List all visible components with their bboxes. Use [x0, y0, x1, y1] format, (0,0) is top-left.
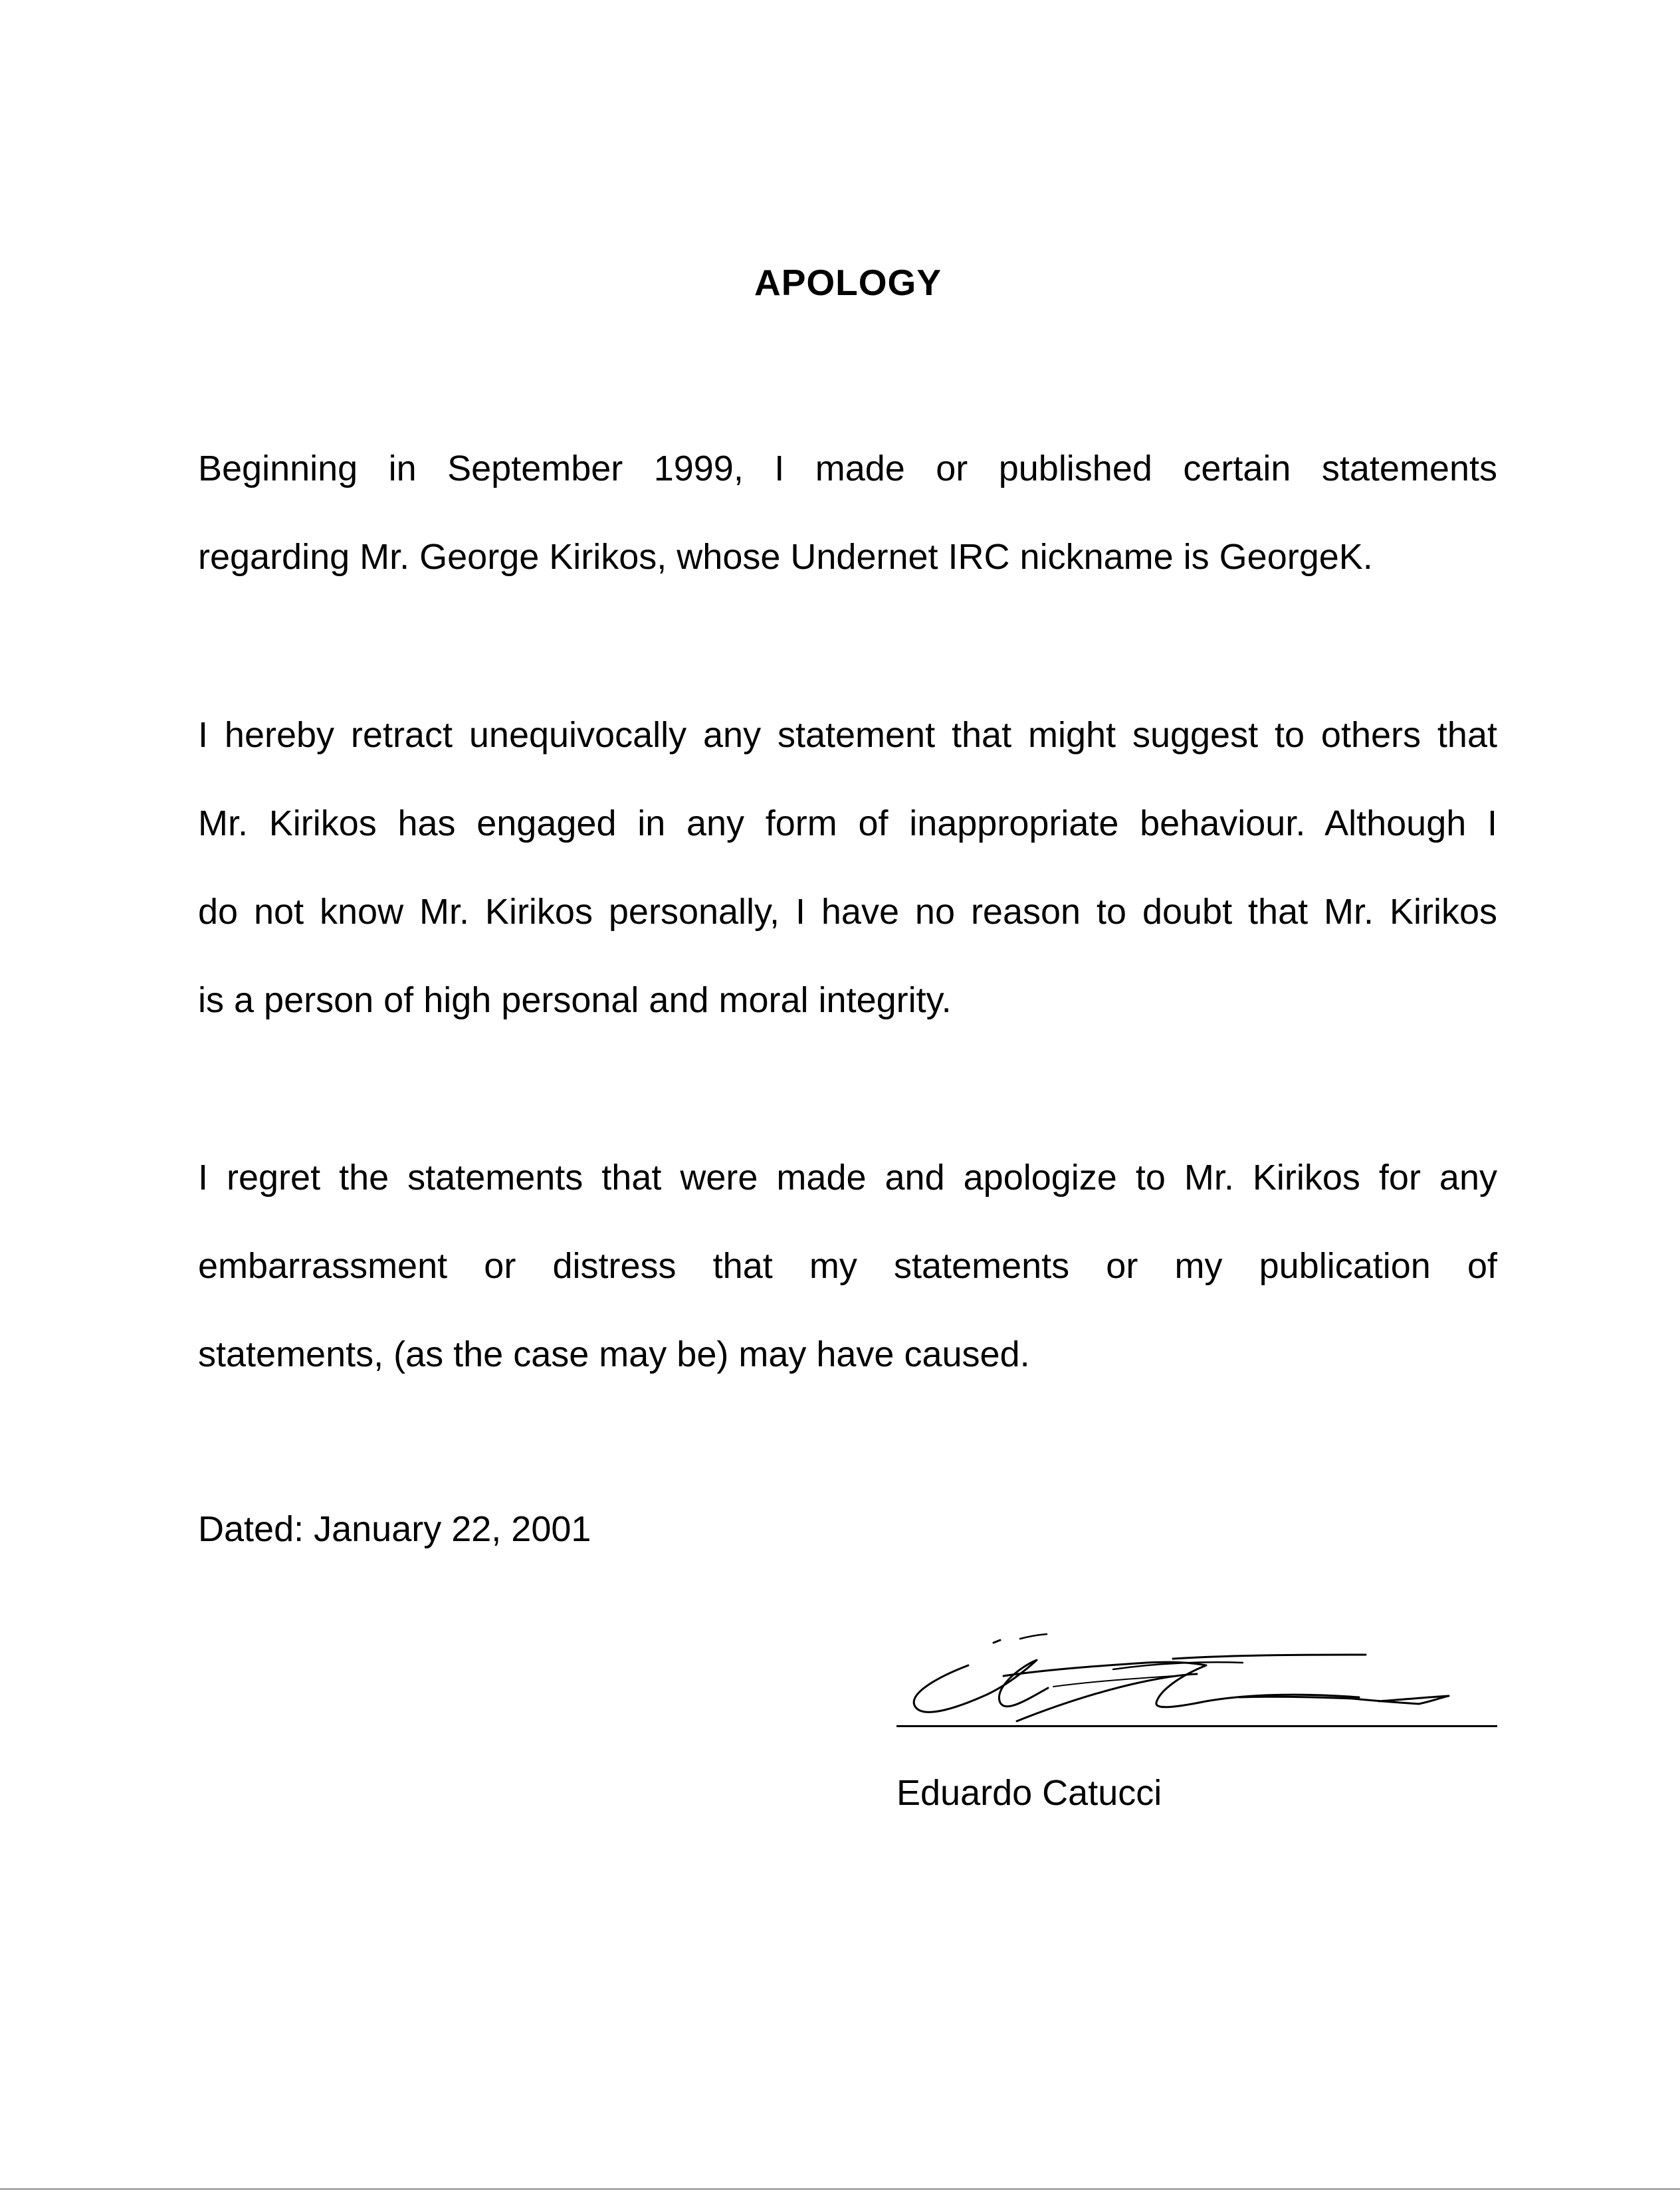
paragraph-line: Beginning in September 1999, I made or published certain statements	[198, 449, 1497, 488]
paragraph-line: regarding Mr. George Kirikos, whose Undernet IRC nickname is GeorgeK.	[198, 537, 1373, 577]
paragraph-regret	[198, 1134, 1497, 1399]
page-bottom-edge	[0, 2188, 1680, 2190]
handwritten-signature	[894, 1628, 1479, 1741]
paragraph-line: I hereby retract unequivocally any statement that might suggest to others that	[198, 715, 1497, 755]
paragraph-line: I regret the statements that were made and apologize to Mr. Kirikos for any	[198, 1158, 1497, 1198]
signer-name: Eduardo Catucci	[896, 1773, 1162, 1813]
paragraph-statements	[198, 425, 1497, 601]
date-line: Dated: January 22, 2001	[198, 1509, 591, 1549]
document-title: APOLOGY	[754, 262, 942, 303]
signature-line	[896, 1725, 1497, 1727]
paragraph-line: do not know Mr. Kirikos personally, I have no reason to doubt that Mr. Kirikos	[198, 892, 1497, 932]
paragraph-line: is a person of high personal and moral integrity.	[198, 980, 952, 1020]
paragraph-line: embarrassment or distress that my statements or my publication of	[198, 1246, 1497, 1286]
paragraph-line: Mr. Kirikos has engaged in any form of inappropriate behaviour. Although I	[198, 803, 1497, 843]
paragraph-line: statements, (as the case may be) may have caused.	[198, 1334, 1030, 1374]
paragraph-retraction	[198, 691, 1497, 1045]
